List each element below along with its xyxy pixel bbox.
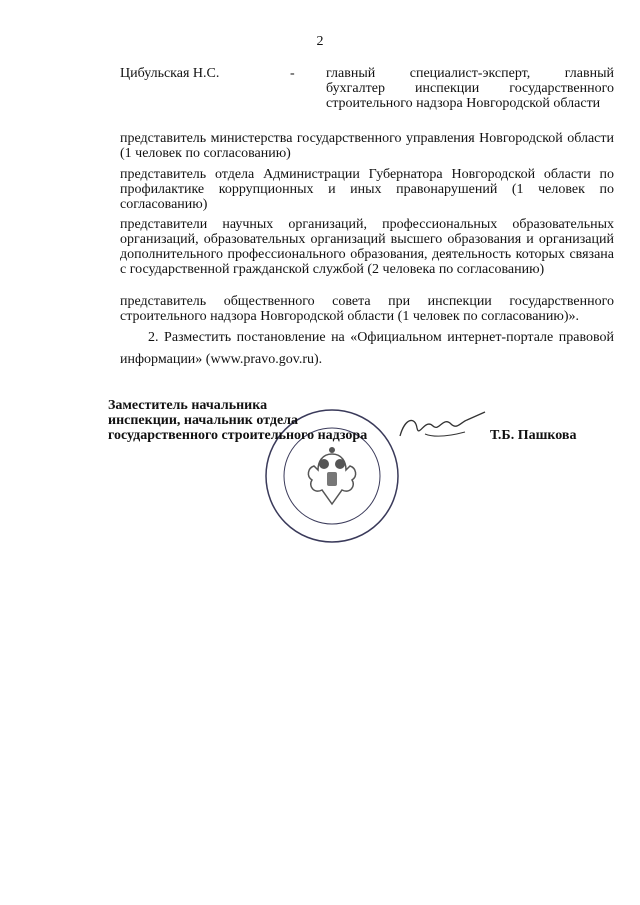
- member-name: Цибульская Н.С.: [120, 66, 220, 81]
- representative-paragraph: представитель общественного совета при инспекции государственного строительного надзора Новгородской области (1 человек по согласованию)».: [120, 294, 614, 324]
- page-number: 2: [316, 34, 324, 49]
- representative-paragraph: представитель министерства государственного управления Новгородской области (1 человек по согласованию): [120, 131, 614, 161]
- clause-2-paragraph: 2. Разместить постановление на «Официальном интернет-портале правовой информации» (www.pravo.gov.ru).: [120, 330, 614, 367]
- signatory-title-line: Заместитель начальника: [108, 398, 268, 413]
- signatory-title-line: инспекции, начальник отдела: [108, 413, 299, 428]
- signatory-name: Т.Б. Пашкова: [490, 428, 577, 443]
- representative-paragraph: представитель отдела Администрации Губернатора Новгородской области по профилактике коррупционных и иных правонарушений (1 человек по согласованию): [120, 167, 614, 212]
- handwritten-signature: [395, 408, 495, 448]
- member-role: главный специалист-эксперт, главный бухгалтер инспекции государственного строительного надзора Новгородской области: [326, 66, 614, 111]
- signatory-title: [108, 398, 408, 443]
- representative-paragraph: представители научных организаций, профессиональных образовательных организаций, образовательных организаций высшего образования и организаций дополнительного профессионального образования, деятельность которых связана с государственной гражданской службой (2 человека по согласованию): [120, 217, 614, 277]
- member-dash: -: [290, 66, 295, 81]
- signatory-title-line: государственного строительного надзора: [108, 428, 368, 443]
